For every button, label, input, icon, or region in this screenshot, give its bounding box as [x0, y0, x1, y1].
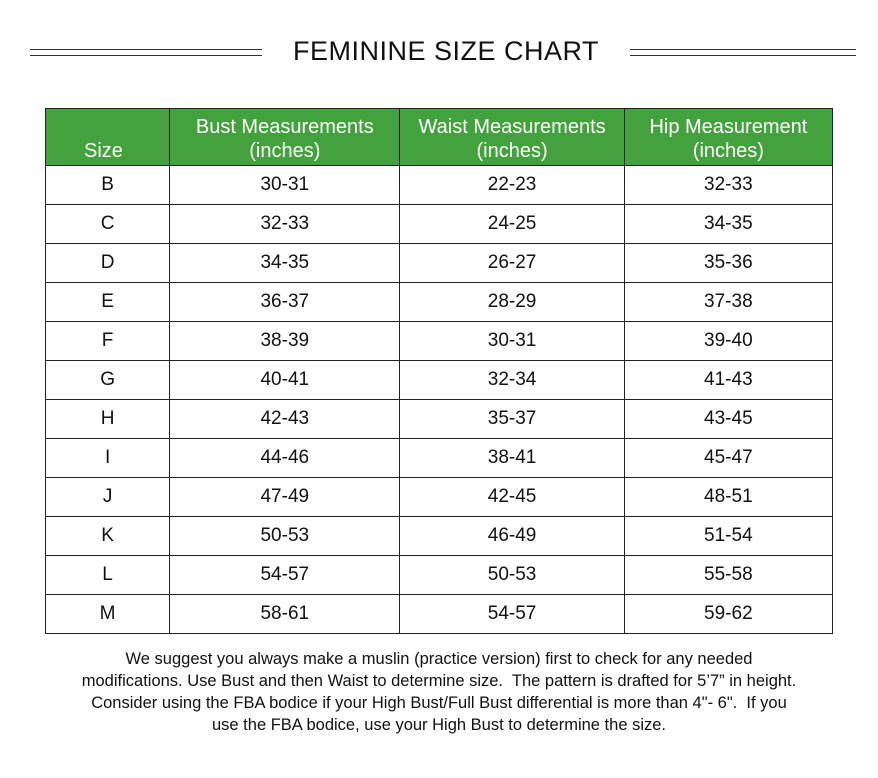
- header-bust-label: Bust Measurements: [195, 116, 374, 138]
- header-size: [46, 109, 170, 166]
- cell-waist: 26-27: [400, 244, 624, 283]
- table-row: [46, 556, 833, 595]
- title-row: [30, 30, 856, 74]
- cell-waist: 54-57: [400, 595, 624, 634]
- header-bust: [170, 109, 400, 166]
- cell-bust: 54-57: [170, 556, 400, 595]
- cell-hip: 35-36: [624, 244, 832, 283]
- cell-bust: 42-43: [170, 400, 400, 439]
- cell-bust: 58-61: [170, 595, 400, 634]
- cell-waist: 28-29: [400, 283, 624, 322]
- cell-hip: 59-62: [624, 595, 832, 634]
- cell-size: C: [46, 205, 170, 244]
- note-line: use the FBA bodice, use your High Bust to determine the size.: [212, 716, 666, 734]
- header-hip-label: Hip Measurement: [649, 116, 808, 138]
- table-row: [46, 244, 833, 283]
- header-waist: [400, 109, 624, 166]
- cell-hip: 55-58: [624, 556, 832, 595]
- cell-size: G: [46, 361, 170, 400]
- cell-waist: 32-34: [400, 361, 624, 400]
- cell-hip: 32-33: [624, 166, 832, 205]
- cell-waist: 24-25: [400, 205, 624, 244]
- table-row: [46, 400, 833, 439]
- cell-hip: 41-43: [624, 361, 832, 400]
- cell-waist: 30-31: [400, 322, 624, 361]
- note-line: We suggest you always make a muslin (practice version) first to check for any needed: [125, 650, 753, 668]
- page-title: FEMININE SIZE CHART: [292, 36, 600, 66]
- note-line: modifications. Use Bust and then Waist to determine size. The pattern is drafted for 5’7” in height.: [81, 672, 797, 690]
- header-bust-unit: (inches): [249, 140, 321, 162]
- cell-hip: 39-40: [624, 322, 832, 361]
- note-line: Consider using the FBA bodice if your High Bust/Full Bust differential is more than 4"- 6". If you: [91, 694, 787, 712]
- cell-size: M: [46, 595, 170, 634]
- cell-size: K: [46, 517, 170, 556]
- table-row: [46, 322, 833, 361]
- sizing-note: [30, 648, 848, 736]
- cell-bust: 32-33: [170, 205, 400, 244]
- cell-size: J: [46, 478, 170, 517]
- header-waist-unit: (inches): [476, 140, 548, 162]
- cell-waist: 38-41: [400, 439, 624, 478]
- header-size-label: Size: [84, 140, 123, 162]
- title-rule-left: [30, 49, 262, 56]
- cell-bust: 34-35: [170, 244, 400, 283]
- size-chart-table: [45, 108, 833, 634]
- cell-size: D: [46, 244, 170, 283]
- table-header-row: [46, 109, 833, 166]
- table-row: [46, 478, 833, 517]
- table-row: [46, 517, 833, 556]
- cell-hip: 43-45: [624, 400, 832, 439]
- cell-size: H: [46, 400, 170, 439]
- cell-size: L: [46, 556, 170, 595]
- cell-size: F: [46, 322, 170, 361]
- table-row: [46, 166, 833, 205]
- cell-bust: 38-39: [170, 322, 400, 361]
- cell-waist: 35-37: [400, 400, 624, 439]
- header-hip: [624, 109, 832, 166]
- cell-bust: 47-49: [170, 478, 400, 517]
- table-body: [46, 166, 833, 634]
- title-rule-right: [630, 49, 856, 56]
- cell-size: I: [46, 439, 170, 478]
- table-row: [46, 439, 833, 478]
- cell-hip: 51-54: [624, 517, 832, 556]
- cell-bust: 30-31: [170, 166, 400, 205]
- header-waist-label: Waist Measurements: [418, 116, 606, 138]
- table-row: [46, 361, 833, 400]
- cell-size: B: [46, 166, 170, 205]
- cell-bust: 44-46: [170, 439, 400, 478]
- cell-waist: 42-45: [400, 478, 624, 517]
- cell-bust: 36-37: [170, 283, 400, 322]
- cell-bust: 50-53: [170, 517, 400, 556]
- cell-hip: 34-35: [624, 205, 832, 244]
- cell-waist: 46-49: [400, 517, 624, 556]
- header-hip-unit: (inches): [692, 140, 764, 162]
- cell-bust: 40-41: [170, 361, 400, 400]
- cell-hip: 37-38: [624, 283, 832, 322]
- table-row: [46, 595, 833, 634]
- cell-hip: 48-51: [624, 478, 832, 517]
- cell-waist: 22-23: [400, 166, 624, 205]
- cell-size: E: [46, 283, 170, 322]
- cell-hip: 45-47: [624, 439, 832, 478]
- cell-waist: 50-53: [400, 556, 624, 595]
- table-row: [46, 205, 833, 244]
- table-row: [46, 283, 833, 322]
